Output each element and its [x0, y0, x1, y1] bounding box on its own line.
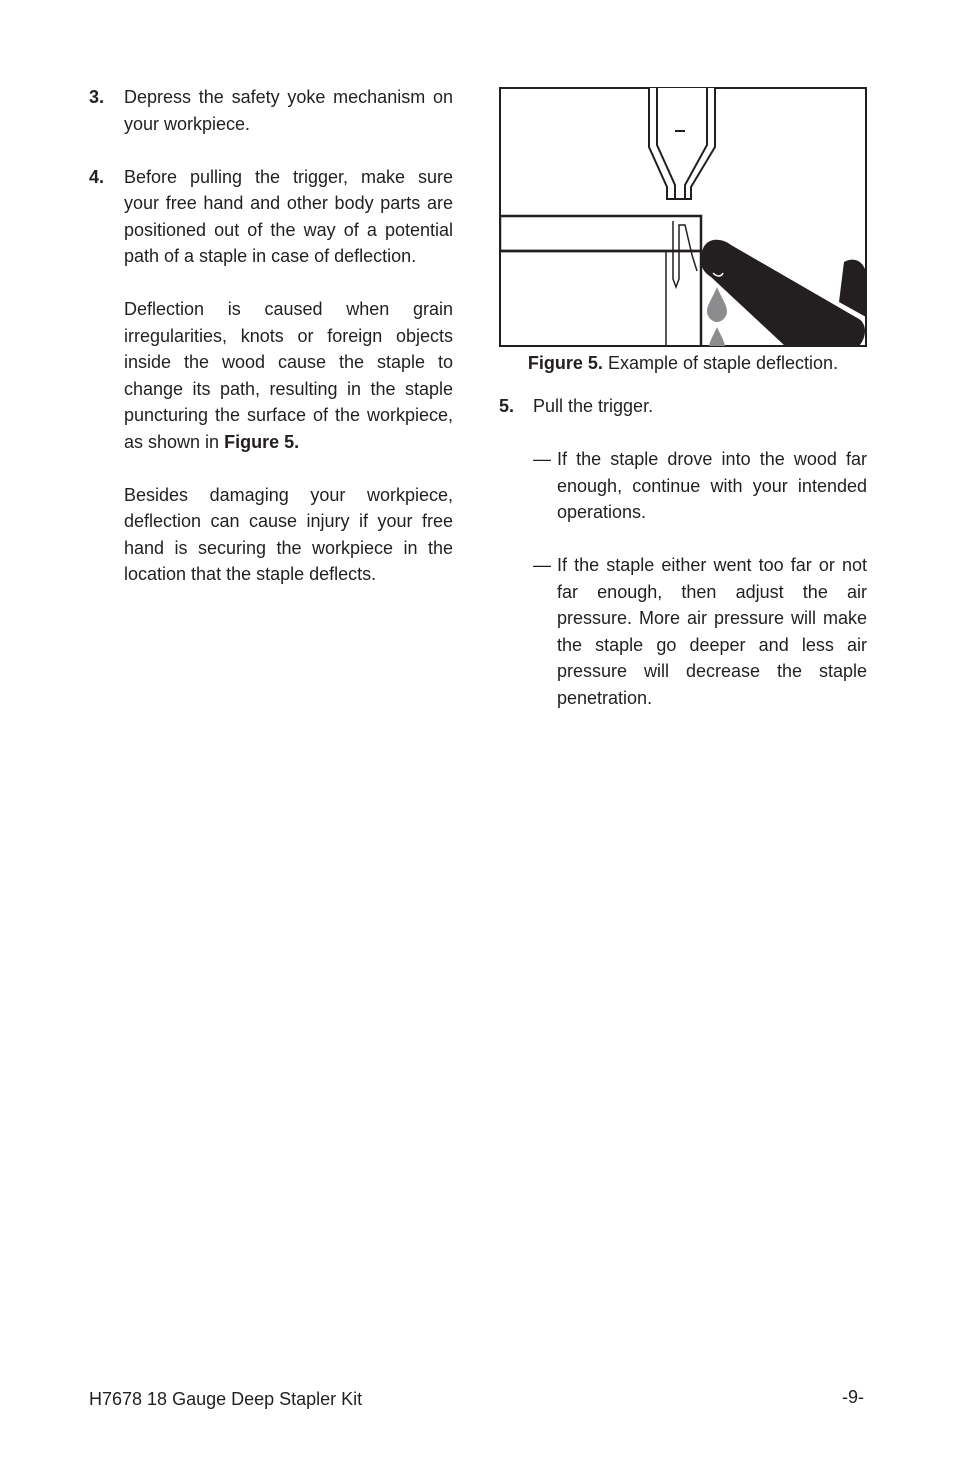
bullet-text: If the staple either went too far or not far enough, then adjust the air pressure. More air pressure will make the staple go deeper and less air pressure will decrease the staple penetration. — [557, 555, 867, 708]
step-text: Pull the trigger. — [533, 396, 654, 416]
page-number: -9- — [842, 1387, 864, 1407]
staple-deflection-drawing — [499, 87, 867, 347]
dash-marker: — — [533, 449, 551, 469]
step-number: 5. — [499, 396, 515, 416]
step-5 — [499, 393, 867, 420]
step-4 — [89, 164, 453, 270]
figure-caption — [499, 350, 867, 377]
step-3 — [89, 84, 453, 137]
figure-5-illustration — [499, 87, 867, 347]
footer-title: H7678 18 Gauge Deep Stapler Kit — [89, 1389, 363, 1409]
right-column — [499, 393, 867, 711]
paragraph-text: Besides damaging your workpiece, deflection can cause injury if your free hand is securing the workpiece in the location that the staple deflects. — [124, 484, 453, 584]
bullet-text: If the staple drove into the wood far enough, continue with your intended operations. — [557, 449, 867, 522]
deflection-paragraph — [89, 296, 453, 455]
bullet-item — [533, 552, 867, 711]
step-number: 3. — [89, 87, 105, 107]
bullet-item — [533, 446, 867, 526]
dash-marker: — — [533, 555, 551, 575]
step-number: 4. — [89, 166, 105, 187]
step-text: Depress the safety yoke mechanism on your workpiece. — [124, 87, 453, 134]
left-column — [89, 84, 453, 588]
step-text: Before pulling the trigger, make sure your free hand and other body parts are positioned out of the way of a potential path of a staple in case of deflection. — [124, 166, 453, 266]
caption-text: Example of staple deflection. — [607, 353, 839, 373]
injury-paragraph — [89, 482, 453, 588]
paragraph-text: Deflection is caused when grain irregularities, knots or foreign objects inside the wood cause the staple to change its path, resulting in the staple puncturing the surface of the workpiece, as shown in — [124, 299, 453, 452]
figure-reference: Figure 5. — [224, 431, 300, 452]
caption-label: Figure 5. — [527, 353, 603, 373]
